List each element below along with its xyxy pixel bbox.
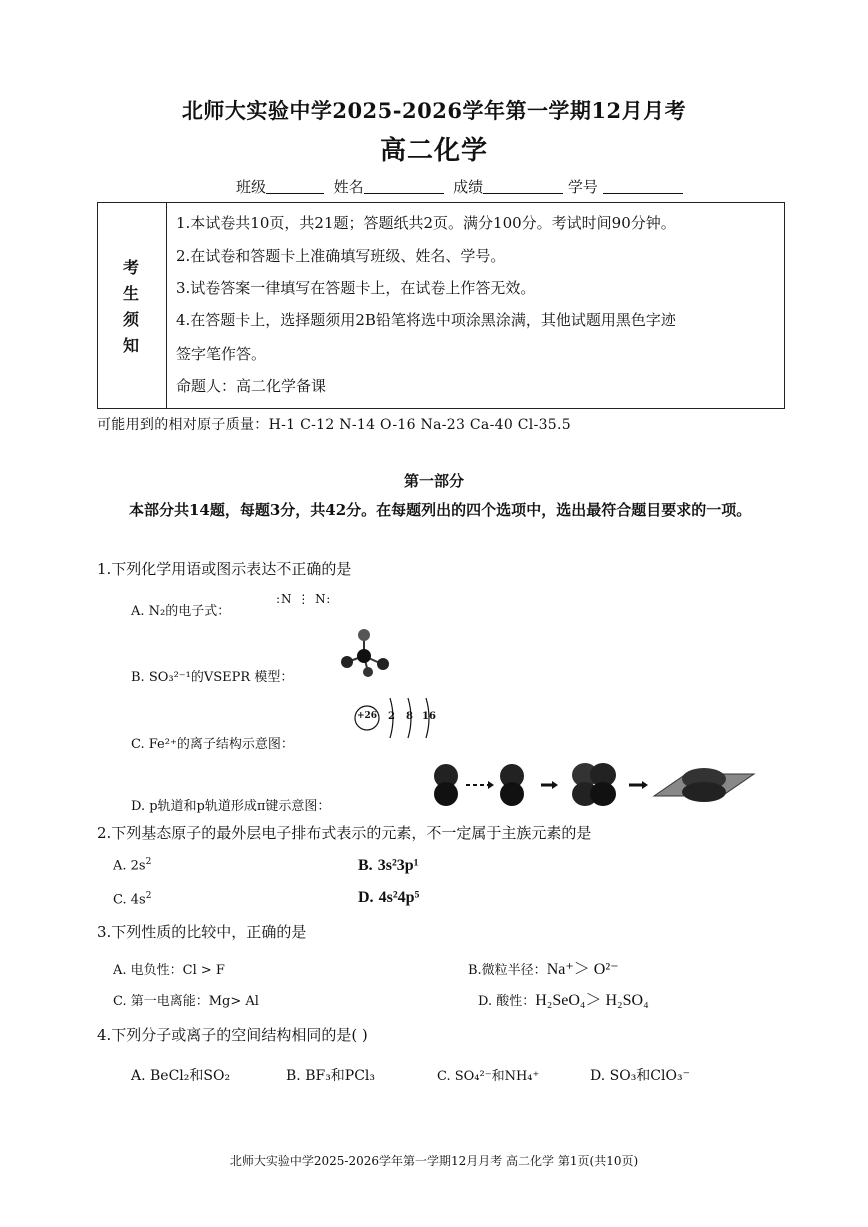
notice-rule: 4.在答题卡上，选择题须用2B铅笔将选中项涂黑涂满，其他试题用黑色字迹 <box>176 311 676 329</box>
page-footer: 北师大实验中学2025-2026学年第一学期12月月考 高二化学 第1页(共10页) <box>229 1154 639 1168</box>
student-id-label: 学号 <box>567 178 598 196</box>
part-intro: 本部分共14题，每题3分，共42分。在每题列出的四个选项中，选出最符合题目要求的一项。 <box>129 501 752 519</box>
q3-b-label: B.微粒半径： <box>468 963 547 978</box>
shell-count: 16 <box>422 711 436 722</box>
score-blank[interactable] <box>483 179 563 194</box>
q3-b-text: Na⁺＞ O²⁻ <box>546 961 619 978</box>
q2-option-d <box>358 887 419 907</box>
shell-count: 2 <box>388 711 395 722</box>
question-3-stem: 3.下列性质的比较中，正确的是 <box>97 923 307 941</box>
score-label: 成绩 <box>453 178 484 196</box>
q2-a-sup: 2 <box>145 857 152 867</box>
notice-label-char: 知 <box>122 336 139 355</box>
q4-option-c: C. SO₄²⁻和NH₄⁺ <box>437 1069 540 1084</box>
notice-label-column <box>98 203 167 408</box>
subject-title: 高二化学 <box>379 136 488 166</box>
name-blank[interactable] <box>364 179 444 194</box>
notice-rule: 2.在试卷和答题卡上准确填写班级、姓名、学号。 <box>176 247 506 265</box>
q4-option-a: A. BeCl₂和SO₂ <box>131 1068 231 1084</box>
question-2-stem: 2.下列基态原子的最外层电子排布式表示的元素，不一定属于主族元素的是 <box>97 824 592 842</box>
notice-label-char: 考 <box>122 258 139 277</box>
vsepr-model-image <box>338 626 394 678</box>
shell-count: 8 <box>406 711 413 722</box>
name-label: 姓名 <box>333 178 364 196</box>
q3-option-d <box>478 987 649 1010</box>
exam-title: 北师大实验中学2025-2026学年第一学期12月月考 <box>181 98 687 123</box>
q2-b-text: 3s²3p¹ <box>377 857 419 874</box>
notice-rule: 签字笔作答。 <box>176 345 267 363</box>
notice-rule: 命题人：高二化学备课 <box>176 377 327 395</box>
q2-d-text: 4s²4p⁵ <box>378 889 420 906</box>
q1-option-d: D. p轨道和p轨道形成π键示意图： <box>131 799 331 814</box>
question-4-stem: 4.下列分子或离子的空间结构相同的是( ) <box>97 1026 368 1044</box>
q1-option-c: C. Fe²⁺的离子结构示意图： <box>131 737 294 752</box>
nucleus-charge: +26 <box>357 711 378 721</box>
pi-bond-diagram <box>428 760 758 810</box>
notice-label-char: 生 <box>122 284 139 303</box>
notice-label-char: 须 <box>122 310 139 329</box>
class-label: 班级 <box>236 178 267 196</box>
q4-option-b: B. BF₃和PCl₃ <box>286 1068 376 1084</box>
q2-a-label: A. 2s <box>113 858 146 874</box>
q3-d-text: H₂SeO₄＞ H₂SO₄ <box>535 992 649 1009</box>
notice-label <box>122 255 140 359</box>
q3-option-b <box>468 956 619 979</box>
q2-b-label: B. <box>358 857 373 874</box>
q2-option-b <box>358 855 418 875</box>
q2-option-a <box>113 857 151 873</box>
notice-rule: 1.本试卷共10页，共21题；答题纸共2页。满分100分。考试时间90分钟。 <box>176 214 676 232</box>
q2-c-label: C. 4s <box>113 892 146 908</box>
q3-option-a: A. 电负性：Cl > F <box>113 963 225 978</box>
q4-option-d: D. SO₃和ClO₃⁻ <box>590 1068 690 1084</box>
q1-option-a: A. N₂的电子式： <box>131 604 231 619</box>
student-id-blank[interactable] <box>603 179 683 194</box>
atomic-mass-line: 可能用到的相对原子质量：H-1 C-12 N-14 O-16 Na-23 Ca-40 Cl-35.5 <box>97 417 571 433</box>
question-1-stem: 1.下列化学用语或图示表达不正确的是 <box>97 560 352 578</box>
exam-notice-box <box>97 202 785 409</box>
notice-rule: 3.试卷答案一律填写在答题卡上，在试卷上作答无效。 <box>176 279 536 297</box>
q2-d-label: D. <box>358 889 374 906</box>
q3-option-c: C. 第一电离能：Mg> Al <box>113 994 259 1009</box>
n2-electron-formula: :N ⋮ N: <box>276 592 332 606</box>
q1-option-b: B. SO₃²⁻¹的VSEPR 模型： <box>131 670 294 685</box>
q3-d-label: D. 酸性： <box>478 994 536 1009</box>
q2-c-sup: 2 <box>145 891 152 901</box>
q2-option-c <box>113 891 151 907</box>
student-info-line <box>236 176 683 197</box>
class-blank[interactable] <box>266 179 324 194</box>
part-title: 第一部分 <box>403 472 464 490</box>
